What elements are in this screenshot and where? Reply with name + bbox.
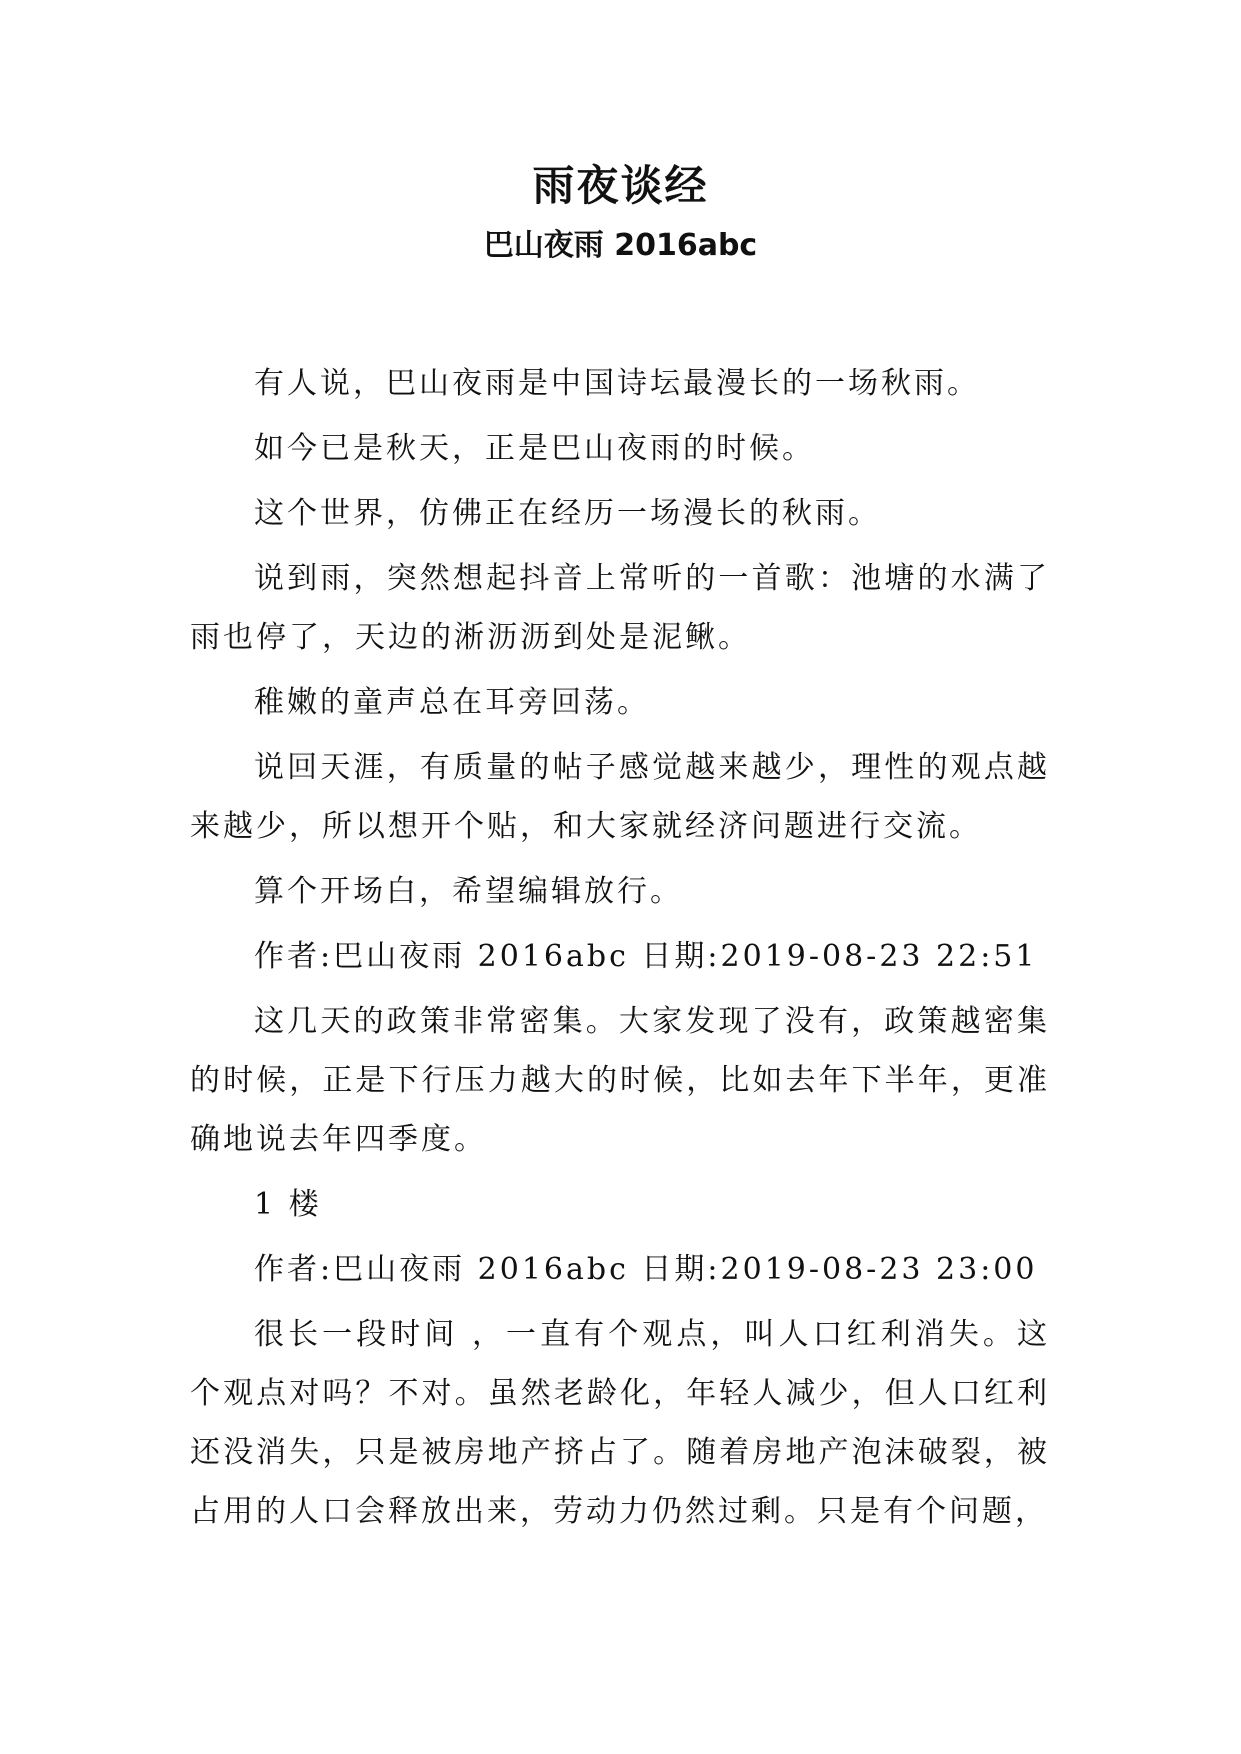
document-title: 雨夜谈经 bbox=[532, 161, 709, 210]
paragraph: 这几天的政策非常密集。大家发现了没有，政策越密集的时候，正是下行压力越大的时候，比如去年下半年，更准确地说去年四季度。 bbox=[190, 1004, 1050, 1157]
paragraph: 如今已是秋天，正是巴山夜雨的时候。 bbox=[254, 431, 815, 466]
paragraph: 稚嫩的童声总在耳旁回荡。 bbox=[254, 685, 650, 720]
paragraph: 说回天涯，有质量的帖子感觉越来越少，理性的观点越来越少，所以想开个贴，和大家就经济问题进行交流。 bbox=[190, 750, 1050, 844]
post-meta: 作者:巴山夜雨 2016abc 日期:2019-08-23 22:51 bbox=[254, 939, 1038, 974]
floor-label: 1 楼 bbox=[254, 1187, 322, 1222]
author-line: 巴山夜雨 2016abc bbox=[483, 228, 758, 263]
paragraph: 很长一段时间 ，一直有个观点，叫人口红利消失。这个观点对吗？不对。虽然老龄化，年轻人减少，但人口红利还没消失，只是被房地产挤占了。随着房地产泡沫破裂，被占用的人口会释放出来，劳动力仍然过剩。只是有个问题， bbox=[190, 1317, 1050, 1529]
paragraph: 这个世界，仿佛正在经历一场漫长的秋雨。 bbox=[254, 496, 881, 531]
paragraph: 有人说，巴山夜雨是中国诗坛最漫长的一场秋雨。 bbox=[254, 366, 980, 401]
document-body bbox=[190, 354, 1050, 1547]
paragraph: 算个开场白，希望编辑放行。 bbox=[254, 874, 683, 909]
paragraph: 说到雨，突然想起抖音上常听的一首歌：池塘的水满了雨也停了，天边的淅沥沥到处是泥鳅。 bbox=[190, 561, 1050, 655]
post-meta: 作者:巴山夜雨 2016abc 日期:2019-08-23 23:00 bbox=[254, 1252, 1038, 1287]
